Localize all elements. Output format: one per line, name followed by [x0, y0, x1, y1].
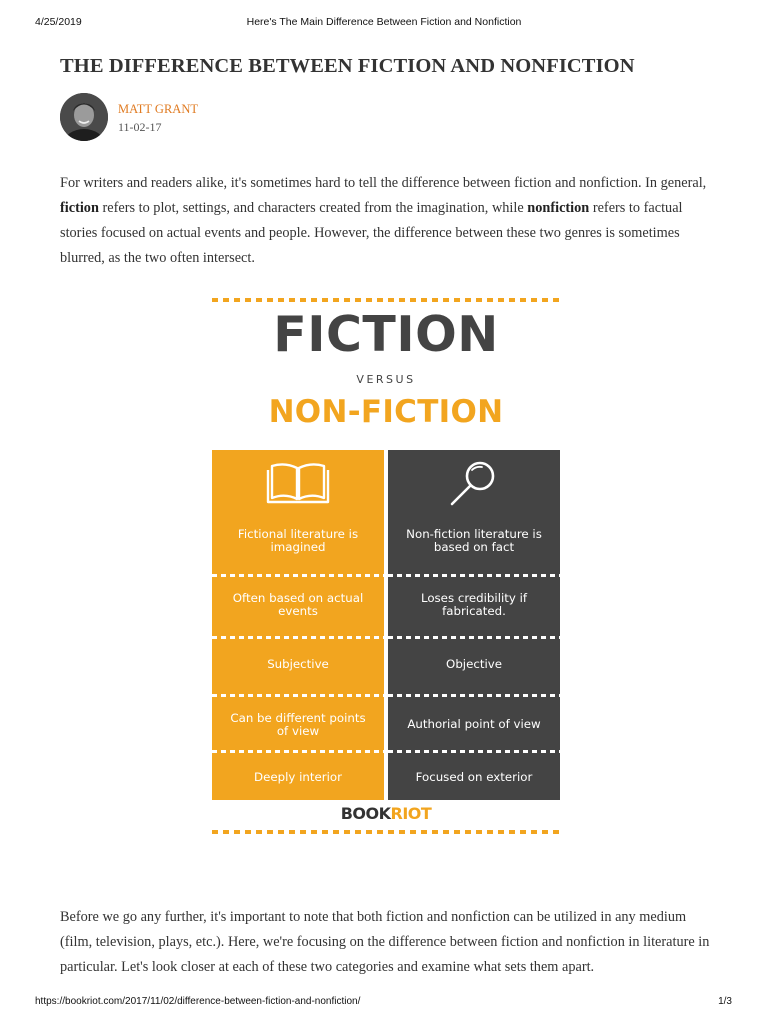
nonfiction-column — [388, 450, 560, 800]
nonfiction-separator — [388, 694, 560, 697]
infographic-versus: VERSUS — [356, 373, 416, 386]
nonfiction-trait-5: Focused on exterior — [415, 770, 533, 785]
fiction-separator — [212, 636, 384, 639]
nonfiction-separator — [388, 574, 560, 577]
intro-bold-nonfiction: nonfiction — [527, 200, 590, 216]
fiction-trait-1: Fictional literature is imagined — [237, 526, 359, 554]
intro-text-1: For writers and readers alike, it's sometimes hard to tell the difference between fiction and nonfiction. In general, — [60, 175, 707, 191]
nonfiction-separator — [388, 636, 560, 639]
dotted-divider-top — [212, 298, 560, 302]
article-title: THE DIFFERENCE BETWEEN FICTION AND NONFICTION — [60, 55, 635, 77]
logo-part-book: BOOK — [340, 804, 391, 823]
fiction-trait-5: Deeply interior — [254, 770, 342, 785]
fiction-separator — [212, 750, 384, 753]
open-book-icon — [212, 456, 384, 508]
page-number: 1/3 — [718, 996, 732, 1007]
print-date: 4/25/2019 — [35, 16, 82, 28]
nonfiction-trait-3: Objective — [446, 657, 502, 672]
print-page-title: Here's The Main Difference Between Fiction and Nonfiction — [246, 16, 522, 28]
fiction-trait-4: Can be different points of view — [230, 710, 366, 738]
intro-text-3: refers to factual stories focused on actual events and people. However, the difference between these two genres is sometimes blurred, as the two often intersect. — [60, 200, 683, 266]
author-photo — [60, 93, 108, 141]
author-avatar[interactable] — [60, 93, 108, 141]
logo-part-riot: RIOT — [390, 804, 432, 823]
nonfiction-separator — [388, 750, 560, 753]
intro-text-2: refers to plot, settings, and characters created from the imagination, while — [98, 200, 528, 216]
print-header — [0, 16, 768, 30]
fiction-separator — [212, 694, 384, 697]
intro-paragraph — [60, 171, 720, 271]
print-footer — [0, 996, 768, 1010]
publish-date: 11-02-17 — [118, 120, 162, 134]
fiction-vs-nonfiction-infographic — [212, 292, 560, 840]
fiction-trait-3: Subjective — [267, 657, 329, 672]
fiction-trait-2: Often based on actual events — [232, 590, 364, 618]
dotted-divider-bottom — [212, 830, 560, 834]
infographic-title-fiction: FICTION — [273, 306, 499, 363]
author-name-link[interactable]: MATT GRANT — [118, 102, 198, 116]
infographic-title-nonfiction: NON-FICTION — [268, 394, 504, 430]
magnifying-glass-icon — [388, 456, 560, 508]
nonfiction-trait-4: Authorial point of view — [407, 717, 541, 732]
bookriot-logo — [212, 804, 560, 823]
print-url: https://bookriot.com/2017/11/02/difference-between-fiction-and-nonfiction/ — [35, 996, 361, 1007]
intro-bold-fiction: fiction — [60, 200, 99, 216]
closing-paragraph: Before we go any further, it's important to note that both fiction and nonfiction can be utilized in any medium (film, television, plays, etc.). Here, we're focusing on the difference between fiction and nonfiction in literature in particular. Let's look closer at each of these two categories and examine what sets them apart. — [60, 909, 710, 975]
nonfiction-trait-1: Non-fiction literature is based on fact — [406, 526, 542, 554]
fiction-column — [212, 450, 384, 800]
nonfiction-trait-2: Loses credibility if fabricated. — [420, 590, 528, 618]
fiction-separator — [212, 574, 384, 577]
